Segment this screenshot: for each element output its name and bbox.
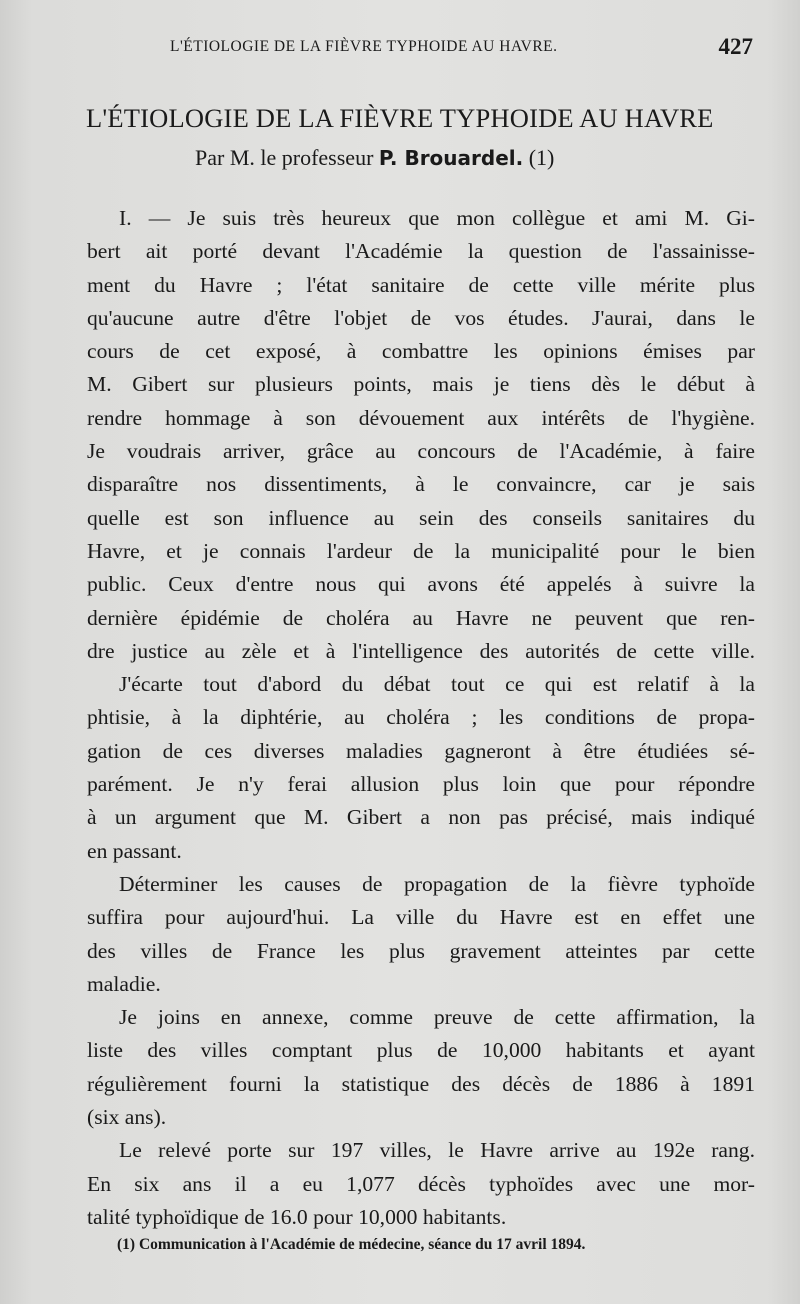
- text-line: dre justice au zèle et à l'intelligence des autorités de cette ville.: [87, 638, 755, 663]
- text-line: Déterminer les causes de propagation de la fièvre typhoïde: [119, 871, 755, 896]
- article-title: L'ÉTIOLOGIE DE LA FIÈVRE TYPHOIDE AU HAVRE: [86, 103, 714, 133]
- text-line: gation de ces diverses maladies gagneront à être étudiées sé-: [87, 738, 755, 763]
- byline-footnote-marker: (1): [528, 145, 555, 170]
- text-line: disparaître nos dissentiments, à le convaincre, car je sais: [87, 472, 755, 497]
- text-line: (six ans).: [87, 1105, 167, 1130]
- text-line: qu'aucune autre d'être l'objet de vos études. J'aurai, dans le: [87, 305, 755, 330]
- byline: [195, 145, 554, 171]
- text-line: cours de cet exposé, à combattre les opinions émises par: [87, 339, 755, 364]
- text-line: public. Ceux d'entre nous qui avons été appelés à suivre la: [87, 572, 755, 597]
- text-line: En six ans il a eu 1,077 décès typhoïdes avec une mor-: [87, 1171, 755, 1196]
- text-line: à un argument que M. Gibert a non pas précisé, mais indiqué: [87, 805, 755, 830]
- text-line: J'écarte tout d'abord du débat tout ce qui est relatif à la: [119, 672, 755, 697]
- text-line: bert ait porté devant l'Académie la question de l'assainisse-: [87, 239, 755, 264]
- text-line: suffira pour aujourd'hui. La ville du Havre est en effet une: [87, 905, 755, 930]
- text-line: des villes de France les plus gravement atteintes par cette: [87, 938, 755, 963]
- text-line: Je joins en annexe, comme preuve de cette affirmation, la: [119, 1005, 755, 1030]
- text-line: ment du Havre ; l'état sanitaire de cette ville mérite plus: [87, 272, 755, 297]
- text-line: liste des villes comptant plus de 10,000 habitants et ayant: [87, 1038, 755, 1063]
- byline-author: P. Brouardel.: [378, 146, 524, 170]
- text-line: dernière épidémie de choléra au Havre ne peuvent que ren-: [87, 605, 755, 630]
- text-line: quelle est son influence au sein des conseils sanitaires du: [87, 505, 755, 530]
- footnote: (1) Communication à l'Académie de médecine, séance du 17 avril 1894.: [117, 1236, 586, 1253]
- running-head: [170, 34, 755, 59]
- text-line: Le relevé porte sur 197 villes, le Havre arrive au 192e rang.: [119, 1138, 755, 1163]
- text-line: régulièrement fourni la statistique des décès de 1886 à 1891: [87, 1071, 755, 1096]
- text-line: rendre hommage à son dévouement aux intérêts de l'hygiène.: [87, 405, 755, 430]
- running-head-title: L'ÉTIOLOGIE DE LA FIÈVRE TYPHOIDE AU HAVRE.: [170, 38, 558, 55]
- text-line: talité typhoïdique de 16.0 pour 10,000 habitants.: [87, 1204, 507, 1229]
- text-line: parément. Je n'y ferai allusion plus loin que pour répondre: [87, 772, 755, 797]
- text-line: Havre, et je connais l'ardeur de la municipalité pour le bien: [87, 538, 755, 563]
- text-line: M. Gibert sur plusieurs points, mais je tiens dès le début à: [87, 372, 755, 397]
- text-line: en passant.: [87, 838, 182, 863]
- text-line: I. — Je suis très heureux que mon collègue et ami M. Gi-: [119, 206, 755, 230]
- text-line: maladie.: [87, 971, 161, 996]
- byline-prefix: Par M. le professeur: [195, 145, 374, 170]
- text-line: phtisie, à la diphtérie, au choléra ; les conditions de propa-: [87, 705, 755, 730]
- text-line: Je voudrais arriver, grâce au concours de l'Académie, à faire: [87, 439, 755, 464]
- page-number: 427: [718, 34, 753, 59]
- body-text: [87, 202, 755, 1234]
